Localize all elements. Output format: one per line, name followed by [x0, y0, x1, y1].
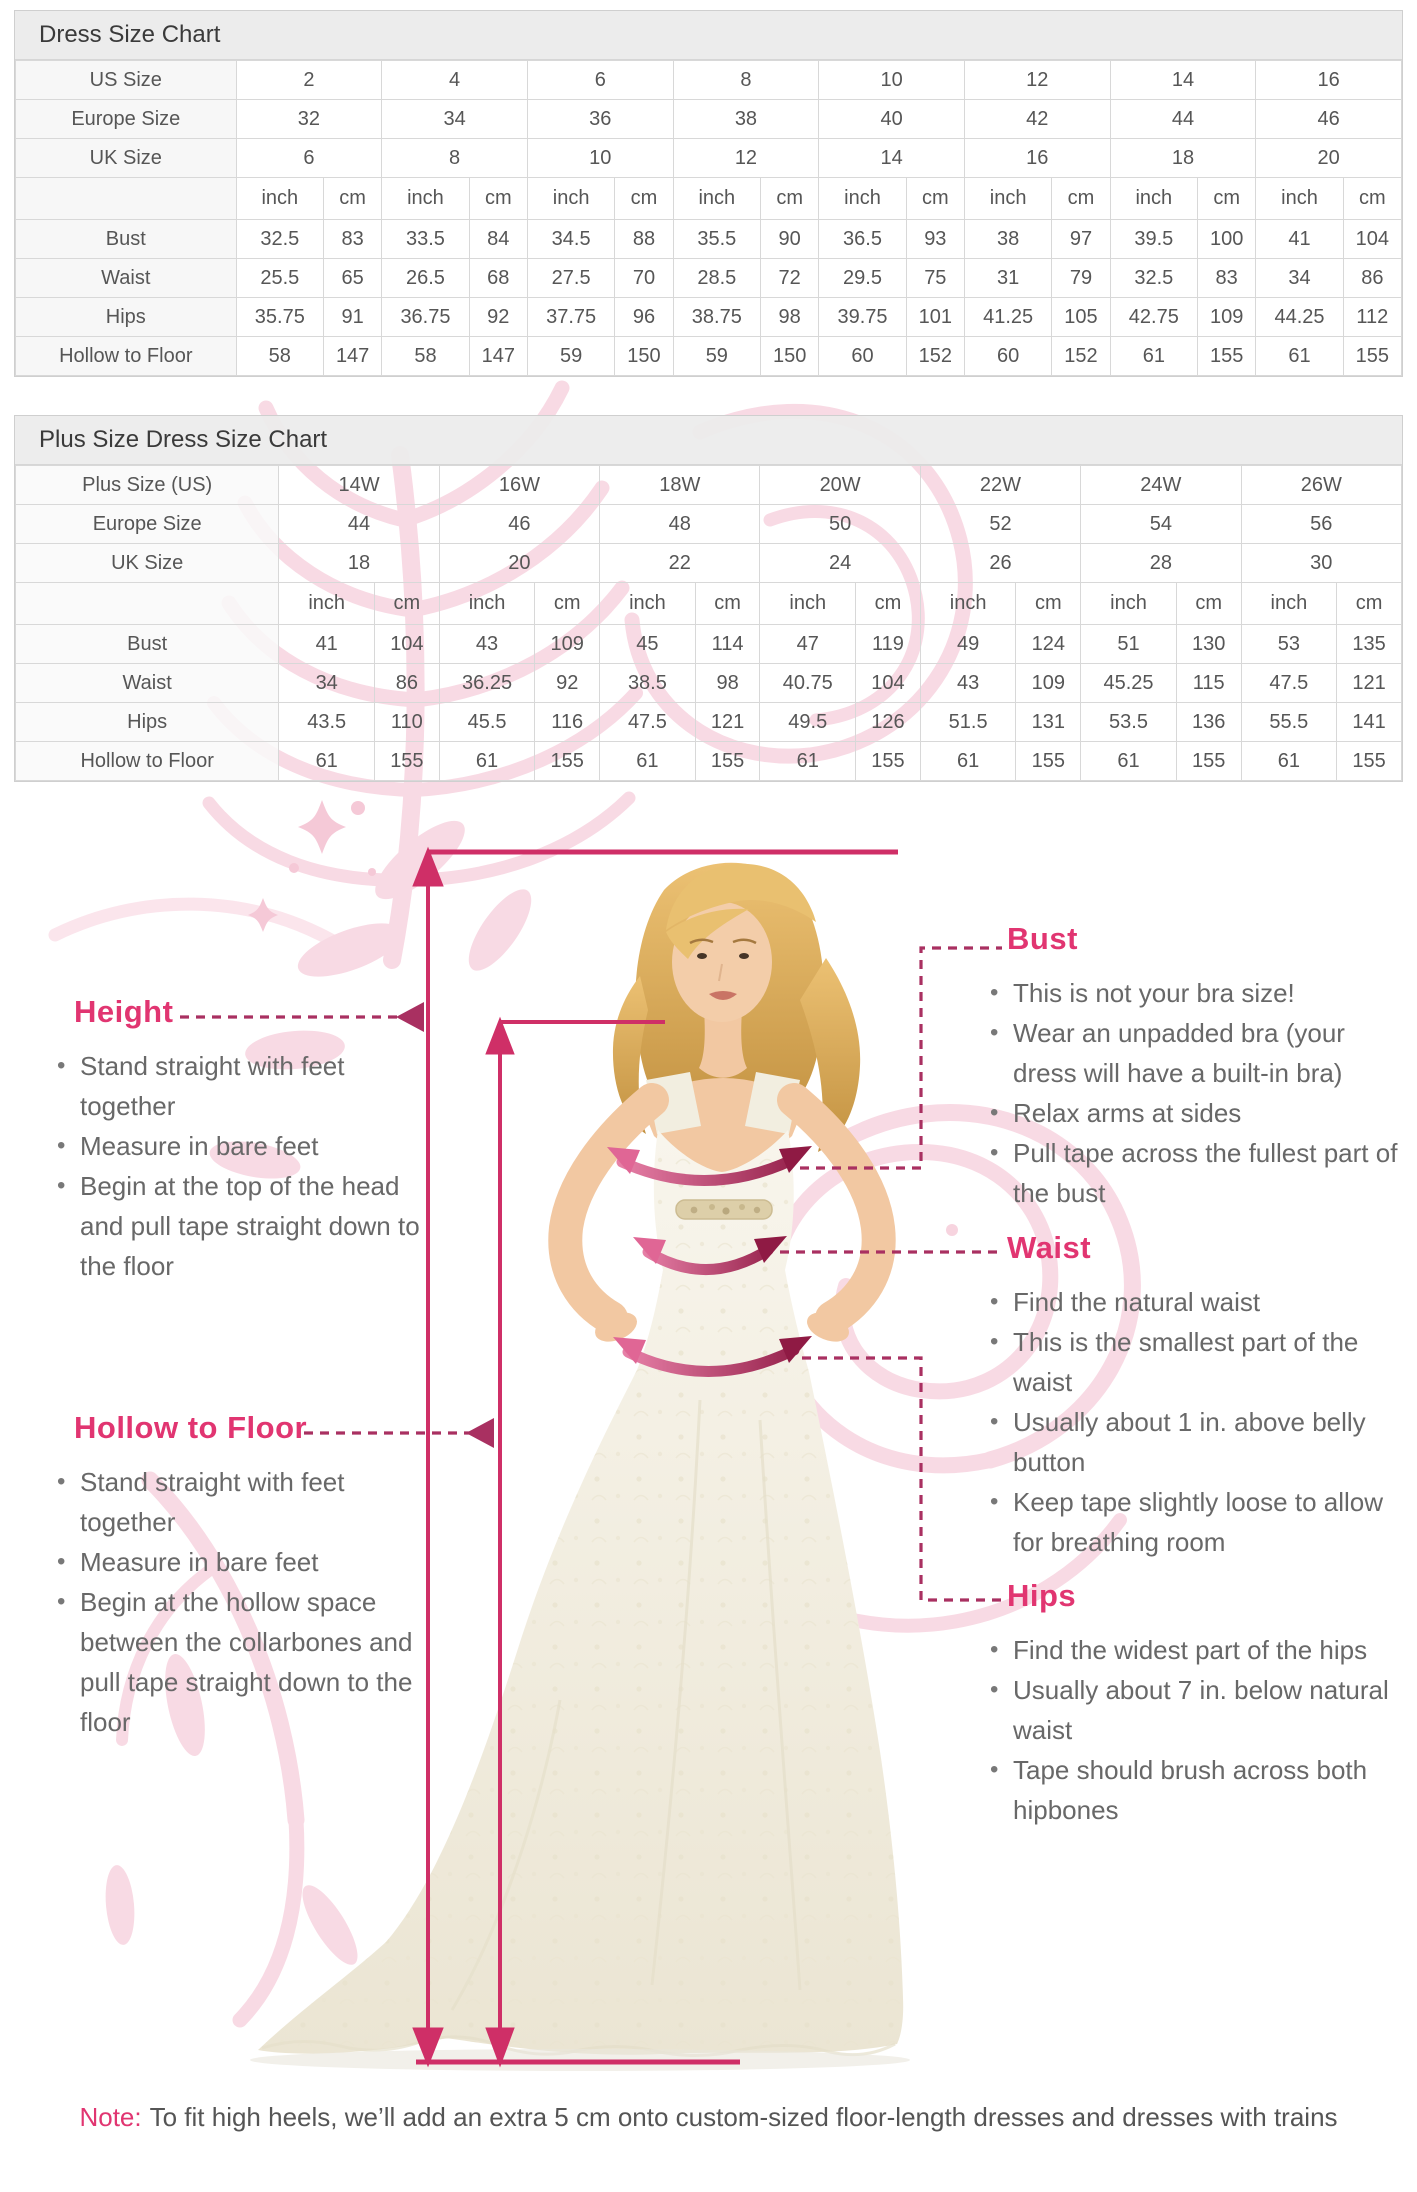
unit-cell: inch	[1241, 583, 1337, 625]
cm-cell: 75	[906, 259, 964, 298]
inch-cell: 34	[1256, 259, 1343, 298]
unit-cell: inch	[382, 178, 469, 220]
inch-cell: 61	[439, 742, 535, 781]
height-bullets	[50, 1046, 422, 1286]
size-cell: 40	[819, 100, 965, 139]
cm-cell: 147	[324, 337, 382, 376]
size-cell: 14	[1110, 61, 1256, 100]
row-label: Europe Size	[16, 505, 279, 544]
cm-cell: 155	[1176, 742, 1241, 781]
cm-cell: 121	[695, 703, 760, 742]
size-row	[16, 466, 1402, 505]
inch-cell: 33.5	[382, 220, 469, 259]
size-cell: 44	[279, 505, 439, 544]
size-row	[16, 100, 1402, 139]
unit-cell: inch	[1110, 178, 1197, 220]
unit-cell: cm	[761, 178, 819, 220]
unit-row	[16, 178, 1402, 220]
cm-cell: 116	[535, 703, 600, 742]
unit-cell: inch	[964, 178, 1051, 220]
inch-cell: 60	[964, 337, 1051, 376]
inch-cell: 34	[279, 664, 375, 703]
bullet-item: • This is the smallest part of the waist	[983, 1322, 1413, 1402]
inch-cell: 61	[920, 742, 1016, 781]
waist-heading: Waist	[1007, 1230, 1092, 1265]
inch-cell: 61	[1081, 742, 1177, 781]
inch-cell: 51	[1081, 625, 1177, 664]
size-cell: 20W	[760, 466, 920, 505]
measure-row	[16, 337, 1402, 376]
inch-cell: 43	[920, 664, 1016, 703]
size-cell: 24	[760, 544, 920, 583]
pointer-icon	[466, 1418, 494, 1448]
size-cell: 32	[236, 100, 382, 139]
cm-cell: 92	[535, 664, 600, 703]
row-label: Plus Size (US)	[16, 466, 279, 505]
cm-cell: 152	[906, 337, 964, 376]
unit-cell: cm	[615, 178, 673, 220]
cm-cell: 109	[1016, 664, 1081, 703]
unit-row	[16, 583, 1402, 625]
inch-cell: 34.5	[527, 220, 614, 259]
bust-heading: Bust	[1007, 921, 1078, 956]
cm-cell: 112	[1343, 298, 1401, 337]
unit-cell: cm	[1016, 583, 1081, 625]
size-cell: 46	[1256, 100, 1402, 139]
inch-cell: 49	[920, 625, 1016, 664]
chart-title: Dress Size Chart	[15, 11, 1402, 60]
unit-cell: inch	[236, 178, 323, 220]
size-cell: 48	[600, 505, 760, 544]
size-cell: 24W	[1081, 466, 1241, 505]
size-row	[16, 61, 1402, 100]
cm-cell: 98	[761, 298, 819, 337]
inch-cell: 36.25	[439, 664, 535, 703]
hollow-heading: Hollow to Floor	[74, 1410, 308, 1445]
cm-cell: 100	[1198, 220, 1256, 259]
unit-cell: inch	[760, 583, 856, 625]
cm-cell: 150	[761, 337, 819, 376]
bullet-item: • This is not your bra size!	[983, 973, 1411, 1013]
unit-cell: cm	[1343, 178, 1401, 220]
cm-cell: 155	[375, 742, 440, 781]
inch-cell: 61	[760, 742, 856, 781]
unit-cell: inch	[1081, 583, 1177, 625]
size-cell: 54	[1081, 505, 1241, 544]
inch-cell: 36.75	[382, 298, 469, 337]
cm-cell: 65	[324, 259, 382, 298]
cm-cell: 83	[1198, 259, 1256, 298]
inch-cell: 61	[1256, 337, 1343, 376]
inch-cell: 41	[279, 625, 375, 664]
waist-bullets	[983, 1282, 1413, 1562]
cm-cell: 152	[1052, 337, 1110, 376]
cm-cell: 109	[1198, 298, 1256, 337]
cm-cell: 141	[1337, 703, 1402, 742]
cm-cell: 119	[856, 625, 921, 664]
size-cell: 44	[1110, 100, 1256, 139]
cm-cell: 155	[535, 742, 600, 781]
inch-cell: 49.5	[760, 703, 856, 742]
measure-row	[16, 220, 1402, 259]
cm-cell: 150	[615, 337, 673, 376]
cm-cell: 121	[1337, 664, 1402, 703]
cm-cell: 147	[469, 337, 527, 376]
cm-cell: 155	[856, 742, 921, 781]
bullet-item: • Wear an unpadded bra (your dress will have a built-in bra)	[983, 1013, 1411, 1093]
waist-guide	[983, 1230, 1413, 1562]
measure-row	[16, 259, 1402, 298]
hips-guide	[983, 1578, 1411, 1830]
bullet-item: • Find the natural waist	[983, 1282, 1413, 1322]
hips-bullets	[983, 1630, 1411, 1830]
size-cell: 18W	[600, 466, 760, 505]
height-heading: Height	[74, 994, 174, 1029]
inch-cell: 58	[236, 337, 323, 376]
dress-size-chart	[14, 10, 1403, 377]
cm-cell: 79	[1052, 259, 1110, 298]
size-cell: 4	[382, 61, 528, 100]
size-cell: 50	[760, 505, 920, 544]
size-cell: 42	[964, 100, 1110, 139]
size-row	[16, 505, 1402, 544]
inch-cell: 47	[760, 625, 856, 664]
bullet-item: • Measure in bare feet	[50, 1542, 435, 1582]
bust-guide	[983, 921, 1411, 1213]
unit-cell: cm	[1337, 583, 1402, 625]
unit-cell: inch	[673, 178, 760, 220]
row-label: US Size	[16, 61, 237, 100]
size-row	[16, 139, 1402, 178]
bullet-item: • Find the widest part of the hips	[983, 1630, 1411, 1670]
left-arm	[565, 1100, 652, 1318]
measure-row	[16, 742, 1402, 781]
inch-cell: 41.25	[964, 298, 1051, 337]
dress-size-table	[15, 60, 1402, 376]
cm-cell: 131	[1016, 703, 1081, 742]
unit-cell: cm	[1052, 178, 1110, 220]
size-cell: 38	[673, 100, 819, 139]
size-cell: 26W	[1241, 466, 1401, 505]
cm-cell: 92	[469, 298, 527, 337]
bullet-item: • Stand straight with feet together	[50, 1462, 435, 1542]
note-label: Note:	[79, 2102, 142, 2132]
cm-cell: 101	[906, 298, 964, 337]
bullet-item: • Begin at the hollow space between the collarbones and pull tape straight down to the floor	[50, 1582, 435, 1742]
size-row	[16, 544, 1402, 583]
unit-cell: cm	[906, 178, 964, 220]
inch-cell: 35.75	[236, 298, 323, 337]
size-cell: 20	[439, 544, 599, 583]
inch-cell: 59	[673, 337, 760, 376]
inch-cell: 25.5	[236, 259, 323, 298]
unit-cell: cm	[1176, 583, 1241, 625]
cm-cell: 115	[1176, 664, 1241, 703]
unit-cell: cm	[856, 583, 921, 625]
cm-cell: 109	[535, 625, 600, 664]
inch-cell: 58	[382, 337, 469, 376]
cm-cell: 155	[1016, 742, 1081, 781]
inch-cell: 43	[439, 625, 535, 664]
inch-cell: 39.75	[819, 298, 906, 337]
chart-title: Plus Size Dress Size Chart	[15, 416, 1402, 465]
cm-cell: 110	[375, 703, 440, 742]
row-label: Hips	[16, 703, 279, 742]
unit-cell: inch	[1256, 178, 1343, 220]
plus-size-table	[15, 465, 1402, 781]
size-cell: 18	[279, 544, 439, 583]
inch-cell: 38	[964, 220, 1051, 259]
size-cell: 10	[527, 139, 673, 178]
height-guide	[50, 994, 422, 1286]
inch-cell: 29.5	[819, 259, 906, 298]
cm-cell: 90	[761, 220, 819, 259]
row-label: UK Size	[16, 544, 279, 583]
cm-cell: 84	[469, 220, 527, 259]
inch-cell: 44.25	[1256, 298, 1343, 337]
cm-cell: 155	[1198, 337, 1256, 376]
row-label	[16, 583, 279, 625]
unit-cell: inch	[439, 583, 535, 625]
jeweled-belt	[676, 1200, 772, 1219]
bullet-item: • Stand straight with feet together	[50, 1046, 422, 1126]
cm-cell: 68	[469, 259, 527, 298]
inch-cell: 45	[600, 625, 696, 664]
inch-cell: 51.5	[920, 703, 1016, 742]
size-cell: 16W	[439, 466, 599, 505]
cm-cell: 98	[695, 664, 760, 703]
hollow-bullets	[50, 1462, 435, 1742]
inch-cell: 35.5	[673, 220, 760, 259]
size-cell: 56	[1241, 505, 1401, 544]
size-cell: 30	[1241, 544, 1401, 583]
cm-cell: 155	[695, 742, 760, 781]
bullet-item: • Begin at the top of the head and pull tape straight down to the floor	[50, 1166, 422, 1286]
size-cell: 10	[819, 61, 965, 100]
size-cell: 16	[964, 139, 1110, 178]
measure-row	[16, 664, 1402, 703]
inch-cell: 43.5	[279, 703, 375, 742]
unit-cell: cm	[695, 583, 760, 625]
inch-cell: 31	[964, 259, 1051, 298]
size-cell: 20	[1256, 139, 1402, 178]
row-label: UK Size	[16, 139, 237, 178]
measure-row	[16, 703, 1402, 742]
size-cell: 6	[236, 139, 382, 178]
size-cell: 2	[236, 61, 382, 100]
inch-cell: 55.5	[1241, 703, 1337, 742]
inch-cell: 42.75	[1110, 298, 1197, 337]
cm-cell: 86	[375, 664, 440, 703]
unit-cell: cm	[535, 583, 600, 625]
unit-cell: cm	[1198, 178, 1256, 220]
cm-cell: 114	[695, 625, 760, 664]
size-cell: 46	[439, 505, 599, 544]
inch-cell: 36.5	[819, 220, 906, 259]
note-text: To fit high heels, we’ll add an extra 5 cm onto custom-sized floor-length dresses and dresses with trains	[149, 2102, 1338, 2132]
cm-cell: 104	[375, 625, 440, 664]
size-cell: 22	[600, 544, 760, 583]
row-label: Bust	[16, 220, 237, 259]
unit-cell: inch	[527, 178, 614, 220]
inch-cell: 37.75	[527, 298, 614, 337]
bust-bullets	[983, 973, 1411, 1213]
cm-cell: 96	[615, 298, 673, 337]
size-cell: 22W	[920, 466, 1080, 505]
inch-cell: 38.75	[673, 298, 760, 337]
row-label: Hips	[16, 298, 237, 337]
inch-cell: 26.5	[382, 259, 469, 298]
inch-cell: 41	[1256, 220, 1343, 259]
inch-cell: 32.5	[1110, 259, 1197, 298]
size-cell: 14W	[279, 466, 439, 505]
cm-cell: 86	[1343, 259, 1401, 298]
row-label: Bust	[16, 625, 279, 664]
inch-cell: 38.5	[600, 664, 696, 703]
hips-heading: Hips	[1007, 1578, 1077, 1613]
cm-cell: 88	[615, 220, 673, 259]
size-cell: 26	[920, 544, 1080, 583]
bullet-item: • Tape should brush across both hipbones	[983, 1750, 1411, 1830]
size-cell: 8	[673, 61, 819, 100]
hollow-to-floor-guide	[50, 1410, 435, 1742]
cm-cell: 105	[1052, 298, 1110, 337]
inch-cell: 59	[527, 337, 614, 376]
note	[0, 2102, 1417, 2133]
bullet-item: • Usually about 7 in. below natural waist	[983, 1670, 1411, 1750]
inch-cell: 27.5	[527, 259, 614, 298]
inch-cell: 45.5	[439, 703, 535, 742]
bullet-item: • Usually about 1 in. above belly button	[983, 1402, 1413, 1482]
unit-cell: inch	[920, 583, 1016, 625]
unit-cell: inch	[279, 583, 375, 625]
size-cell: 6	[527, 61, 673, 100]
size-cell: 12	[673, 139, 819, 178]
inch-cell: 60	[819, 337, 906, 376]
measure-row	[16, 625, 1402, 664]
row-label: Hollow to Floor	[16, 742, 279, 781]
unit-cell: cm	[375, 583, 440, 625]
row-label	[16, 178, 237, 220]
size-cell: 16	[1256, 61, 1402, 100]
unit-cell: inch	[819, 178, 906, 220]
size-cell: 14	[819, 139, 965, 178]
row-label: Hollow to Floor	[16, 337, 237, 376]
inch-cell: 53.5	[1081, 703, 1177, 742]
size-cell: 34	[382, 100, 528, 139]
cm-cell: 104	[1343, 220, 1401, 259]
cm-cell: 155	[1337, 742, 1402, 781]
cm-cell: 130	[1176, 625, 1241, 664]
cm-cell: 91	[324, 298, 382, 337]
row-label: Europe Size	[16, 100, 237, 139]
bullet-item: • Relax arms at sides	[983, 1093, 1411, 1133]
bullet-item: • Measure in bare feet	[50, 1126, 422, 1166]
cm-cell: 83	[324, 220, 382, 259]
cm-cell: 70	[615, 259, 673, 298]
cm-cell: 136	[1176, 703, 1241, 742]
plus-size-chart	[14, 415, 1403, 782]
size-cell: 12	[964, 61, 1110, 100]
bullet-item: • Keep tape slightly loose to allow for breathing room	[983, 1482, 1413, 1562]
inch-cell: 61	[1241, 742, 1337, 781]
size-cell: 52	[920, 505, 1080, 544]
measure-row	[16, 298, 1402, 337]
unit-cell: cm	[324, 178, 382, 220]
cm-cell: 104	[856, 664, 921, 703]
unit-cell: inch	[600, 583, 696, 625]
inch-cell: 32.5	[236, 220, 323, 259]
inch-cell: 47.5	[600, 703, 696, 742]
row-label: Waist	[16, 664, 279, 703]
inch-cell: 40.75	[760, 664, 856, 703]
inch-cell: 61	[1110, 337, 1197, 376]
size-cell: 18	[1110, 139, 1256, 178]
cm-cell: 135	[1337, 625, 1402, 664]
cm-cell: 155	[1343, 337, 1401, 376]
inch-cell: 39.5	[1110, 220, 1197, 259]
inch-cell: 53	[1241, 625, 1337, 664]
inch-cell: 45.25	[1081, 664, 1177, 703]
cm-cell: 93	[906, 220, 964, 259]
inch-cell: 28.5	[673, 259, 760, 298]
row-label: Waist	[16, 259, 237, 298]
inch-cell: 61	[279, 742, 375, 781]
bullet-item: • Pull tape across the fullest part of the bust	[983, 1133, 1411, 1213]
inch-cell: 47.5	[1241, 664, 1337, 703]
size-cell: 8	[382, 139, 528, 178]
cm-cell: 72	[761, 259, 819, 298]
cm-cell: 97	[1052, 220, 1110, 259]
size-cell: 28	[1081, 544, 1241, 583]
cm-cell: 126	[856, 703, 921, 742]
cm-cell: 124	[1016, 625, 1081, 664]
unit-cell: cm	[469, 178, 527, 220]
size-cell: 36	[527, 100, 673, 139]
inch-cell: 61	[600, 742, 696, 781]
